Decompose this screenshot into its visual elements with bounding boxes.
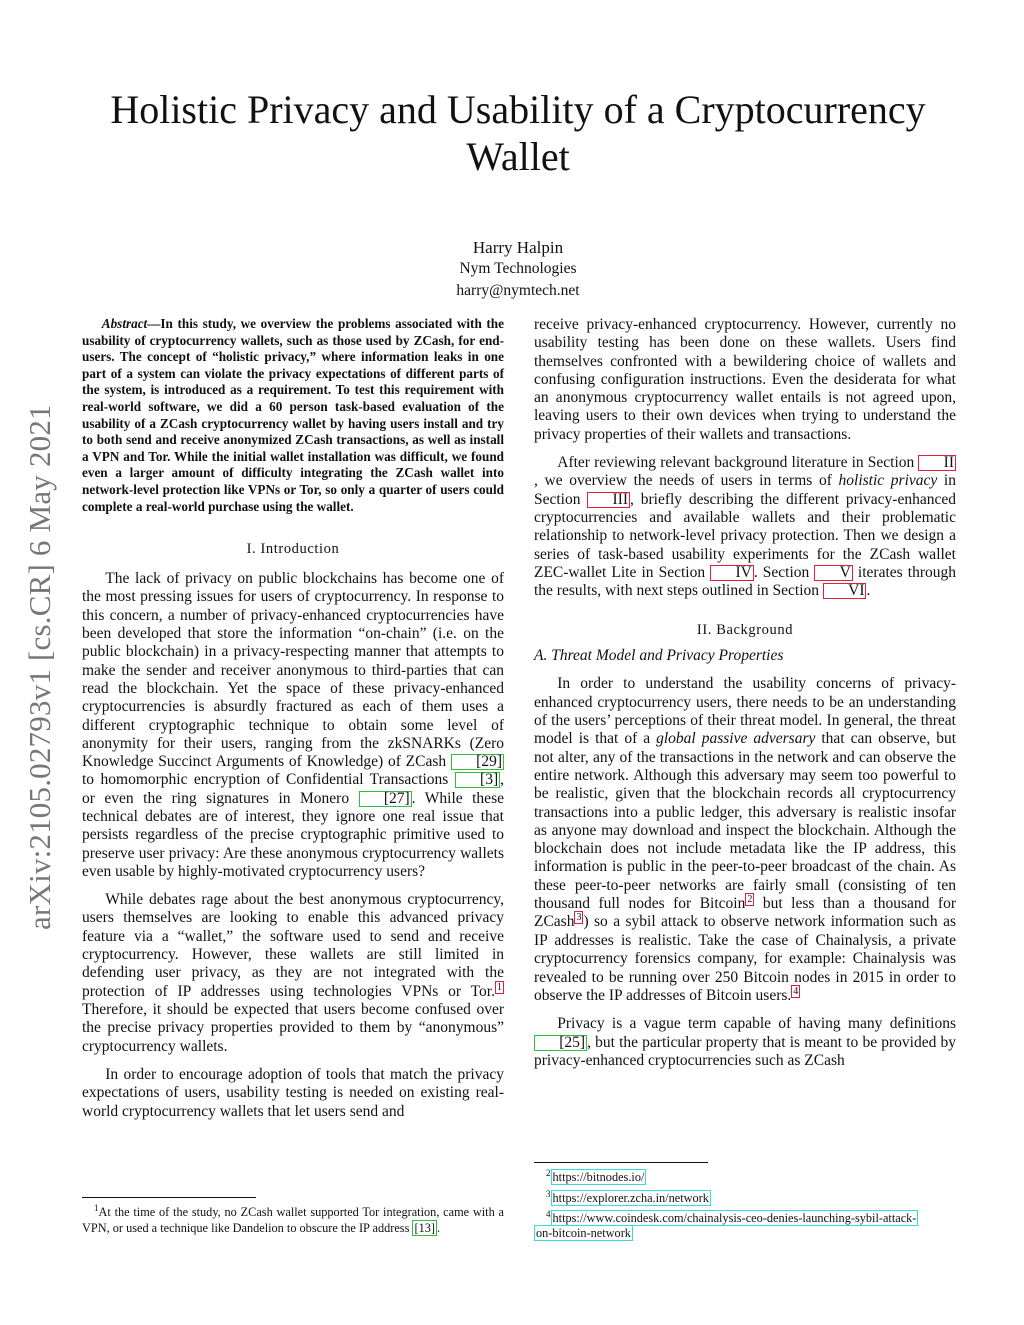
footnote-4: $^4$ https://www.coindesk.com/chainalysis-ceo-denies-launching-sybil-attack- on-bitcoin-network (536, 1209, 917, 1241)
intro-paragraph-3-continued: receive privacy-enhanced cryptocurrency. However, currently no usability testing has been done on these wallets. Users find themselves confronted with a bewildering choice of wallets and confusing configuration instructions. Even the desiderata for what an anonymous cryptocurrency wallet entails is not agreed upon, leaving users to their own devices when trying to understand the privacy properties of their wallets and transactions. (534, 316, 956, 443)
footnote-ref-2[interactable]: 2 (747, 894, 753, 906)
section-link-v[interactable]: V (814, 565, 852, 581)
citation-3[interactable]: [3] (455, 772, 500, 788)
footnotes-right (534, 1166, 956, 1241)
intro-paragraph-3: In order to encourage adoption of tools that match the privacy expectations of users, usability testing is needed on existing real-world cryptocurrency wallets that let users send and (82, 1066, 504, 1120)
footnote-rule-left (82, 1197, 256, 1198)
section-link-vi[interactable]: VI (823, 583, 867, 599)
background-paragraph-1: In order to understand the usability concerns of privacy-enhanced cryptocurrency users, there needs to be an understanding of the users’ perceptions of their threat model. In general, the threat model is that of a global passive adversary that can observe, but not alter, any of the transactions in the network and can observe the entire network. Although this adversary may seem too powerful to be realistic, given that the blockchain records all cryptocurrency transactions into a public ledger, this adversary is realistic insofar as anyone may download and inspect the blockchain. Although the blockchain does not include metadata like the IP address, this information is public in the peer-to-peer broadcast of the chain. As these peer-to-peer networks are fairly small (consisting of ten thousand full nodes for Bitcoin $^2$ but less than a thousand for ZCash $^3$ ) so a sybil attack to observe network information such as IP addresses is realistic. Take the case of Chainalysis, a private cryptocurrency forensics company, for example: Chainalysis was revealed to be running over 250 Bitcoin nodes in 2015 in order to observe the IP addresses of Bitcoin users. $^4$ (534, 675, 956, 1004)
citation-25[interactable]: [25] (534, 1035, 587, 1051)
abstract-label: Abstract (101, 316, 148, 331)
abstract: Abstract—In this study, we overview the problems associated with the usability of cryptocurrency wallets, such as those used by ZCash, for end-users. The concept of “holistic privacy,” where information leaks in one part of a system can violate the privacy expectations of different parts of the system, is introduced as a requirement. To test this requirement with real-world software, we did a 60 person task-based evaluation of the usability of a ZCash cryptocurrency wallet by having users install and try to both send and receive anonymized ZCash transactions, as well as install a VPN and Tor. While the initial wallet installation was difficult, we found even a larger amount of difficulty integrating the ZCash wallet into network-level protection like VPNs or Tor, so only a quarter of users could complete a real-world purchase using the wallet. (82, 316, 504, 514)
footnote-ref-3[interactable]: 3 (576, 912, 582, 924)
author-name: Harry Halpin (472, 238, 564, 257)
citation-13[interactable]: [13] (414, 1220, 435, 1235)
abstract-text: In this study, we overview the problems associated with the usability of cryptocurrency wallets, such as those used by ZCash, for end-users. The concept of “holistic privacy,” where information leaks in one part of a system can violate the privacy expectations of different parts of the system, is introduced as a requirement. To test this requirement with real-world software, we did a 60 person task-based evaluation of the usability of a ZCash cryptocurrency wallet by having users install and try to both send and receive anonymized ZCash transactions, as well as install a VPN and Tor. While the initial wallet installation was difficult, we found even a larger amount of difficulty integrating the ZCash wallet into network-level protection like VPNs or Tor, so only a quarter of users could complete a real-world purchase using the wallet. (82, 316, 504, 514)
subsection-heading-threat-model: A. Threat Model and Privacy Properties (534, 647, 784, 665)
arxiv-stamp: arXiv:2105.02793v1 [cs.CR] 6 May 2021 (22, 404, 57, 930)
author-email[interactable]: harry@nymtech.net (456, 282, 580, 299)
section-link-ii[interactable]: II (918, 455, 956, 471)
footnote-ref-4[interactable]: 4 (793, 985, 799, 997)
footnote-2: $^2$ https://bitnodes.io/ (546, 1168, 645, 1185)
footnote-2-link[interactable]: https://bitnodes.io/ (552, 1170, 645, 1185)
footnote-ref-1[interactable]: 1 (497, 981, 502, 993)
footnote-1: $^1$At the time of the study, no ZCash wallet supported Tor integration, came with a VPN, or used a technique like Dandelion to obscure the IP address [13] . (82, 1203, 504, 1235)
footnote-4-link-continued[interactable]: on-bitcoin-network (536, 1226, 631, 1241)
paper-title: Holistic Privacy and Usability of a Cryptocurrency Wallet (110, 87, 926, 179)
intro-paragraph-4: After reviewing relevant background literature in Section II, we overview the needs of users in terms of holistic privacy in Section III , briefly describing the different privacy-enhanced cryptocurrencies and available wallets and their problematic relationship to network-level privacy protection. Then we design a series of task-based usability experiments for the ZCash wallet ZEC-wallet Lite in Section IV . Section V iterates through the results, with next steps outlined in Section VI . (534, 454, 956, 600)
intro-paragraph-1: The lack of privacy on public blockchains has become one of the most pressing issues for users of cryptocurrency. In response to this concern, a number of privacy-enhanced cryptocurrencies have been developed that store the information “on-chain” (i.e. on the public blockchain) in a privacy-respecting manner that attempts to make the sender and receiver anonymous to third-parties that can read the blockchain. Yet the space of these privacy-enhanced cryptocurrencies is absurdly fractured as each of them uses a different cryptographic technique to obtain some level of anonymity for their users, ranging from the zkSNARKs (Zero Knowledge Succinct Arguments of Knowledge) of ZCash [29] to homomorphic encryption of Confidential Transactions [3] , or even the ring signatures in Monero [27] . While these technical debates are of interest, they ignore one real issue that persists regardless of the precise cryptographic primitive used to preserve user privacy: Are these anonymous cryptocurrency wallets even usable by highly-motivated cryptocurrency users? (82, 570, 504, 880)
citation-27[interactable]: [27] (359, 791, 412, 807)
left-column (82, 316, 504, 1121)
section-link-iii[interactable]: III (587, 492, 630, 508)
section-link-iv[interactable]: IV (710, 565, 754, 581)
footnote-3: $^3$ https://explorer.zcha.in/network (546, 1188, 709, 1205)
intro-paragraph-2: While debates rage about the best anonymous cryptocurrency, users themselves are looking to enable this advanced privacy feature via a “wallet,” the software used to send and receive cryptocurrency. However, these wallets are still limited in defending user privacy, as they are not integrated with the protection of IP addresses using technologies VPNs or Tor. $^1$ Therefore, it should be expected that users become confused over the precise privacy properties provided to them by “anonymous” cryptocurrency wallets. (82, 891, 504, 1055)
footnote-4-link[interactable]: https://www.coindesk.com/chainalysis-ceo-denies-launching-sybil-attack- (552, 1211, 917, 1226)
citation-29[interactable]: [29] (451, 754, 504, 770)
right-column (534, 316, 956, 1070)
background-paragraph-2: Privacy is a vague term capable of having many definitions [25] , but the particular property that is meant to be provided by privacy-enhanced cryptocurrencies such as ZCash (534, 1015, 956, 1069)
section-heading-introduction: I. Introduction (246, 541, 340, 558)
footnote-3-link[interactable]: https://explorer.zcha.in/network (552, 1190, 709, 1205)
footnote-rule-right (534, 1162, 708, 1163)
section-heading-background: II. Background (696, 622, 794, 639)
author-affiliation: Nym Technologies (459, 260, 577, 277)
